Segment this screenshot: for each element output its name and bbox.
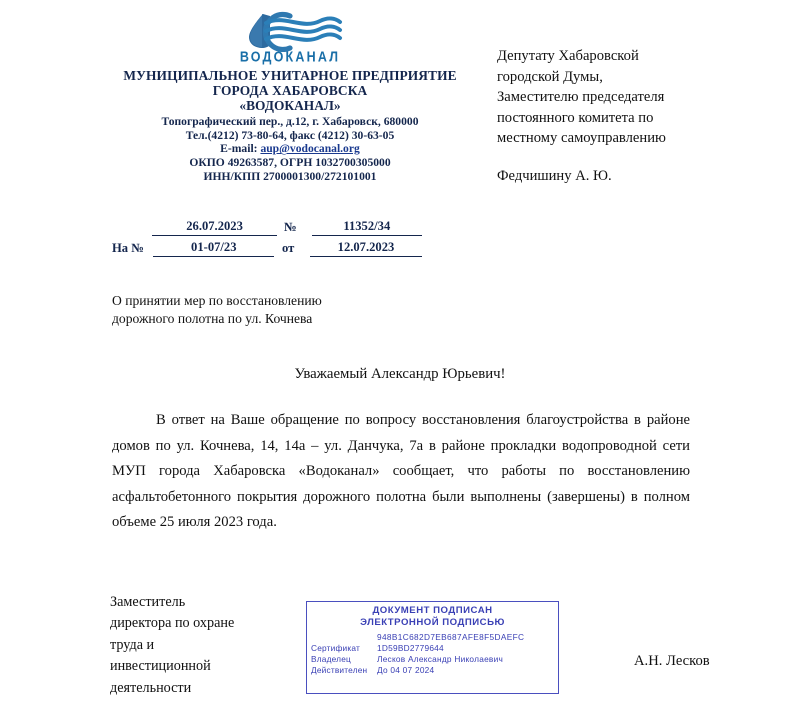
reference-row-incoming bbox=[112, 237, 422, 257]
validity-row bbox=[311, 665, 554, 676]
signer-title-line-3: труда и bbox=[110, 636, 155, 653]
email-link[interactable]: aup@vodocanal.org bbox=[260, 142, 360, 156]
company-logo bbox=[95, 10, 485, 64]
outgoing-number-value: 11352/34 bbox=[312, 219, 422, 236]
outgoing-date-label bbox=[112, 235, 152, 236]
signer-title-line-5: деятельности bbox=[110, 679, 192, 696]
number-label: № bbox=[284, 220, 297, 234]
signer-title bbox=[110, 592, 288, 699]
signer-title-line-1: Заместитель bbox=[110, 594, 186, 610]
addressee-name: Федчишину А. Ю. bbox=[497, 167, 612, 184]
addressee-line-5: местному самоуправлению bbox=[497, 130, 666, 146]
validity-label: Действителен bbox=[311, 665, 368, 676]
signer-title-line-4: инвестиционной bbox=[110, 658, 211, 675]
inn-kpp-line: ИНН/КПП 2700001300/272101001 bbox=[203, 169, 377, 183]
certificate-hash-line-2: 1D59BD2779644 bbox=[377, 643, 444, 654]
logo-wordmark: ВОДОКАНАЛ bbox=[239, 48, 341, 66]
outgoing-date-value: 26.07.2023 bbox=[152, 219, 276, 236]
stamp-header-line-1: ДОКУМЕНТ ПОДПИСАН bbox=[372, 605, 493, 616]
organization-name-line1: МУНИЦИПАЛЬНОЕ УНИТАРНОЕ ПРЕДПРИЯТИЕ bbox=[123, 68, 457, 83]
owner-label: Владелец bbox=[311, 654, 351, 665]
organization-name-line2: ГОРОДА ХАБАРОВСКА bbox=[212, 82, 368, 98]
signer-name: А.Н. Лесков bbox=[634, 653, 710, 669]
certificate-label: Сертификат bbox=[311, 643, 360, 654]
addressee-block bbox=[497, 46, 797, 186]
okpo-ogrn-line: ОКПО 49263587, ОГРН 1032700305000 bbox=[189, 155, 391, 169]
owner-row bbox=[311, 654, 554, 665]
stamp-header-line-2: ЭЛЕКТРОННОЙ ПОДПИСЬЮ bbox=[360, 617, 505, 629]
addressee-line-3: Заместителю председателя bbox=[497, 89, 665, 105]
validity-value: До 04 07 2024 bbox=[377, 665, 435, 676]
on-number-value: 01-07/23 bbox=[153, 240, 274, 257]
subject-line-2: дорожного полотна по ул. Кочнева bbox=[112, 311, 313, 326]
letterhead bbox=[95, 10, 485, 183]
water-drop-waves-logo-icon bbox=[236, 10, 344, 52]
organization-name bbox=[95, 69, 485, 98]
electronic-signature-stamp bbox=[306, 601, 559, 694]
salutation: Уважаемый Александр Юрьевич! bbox=[294, 366, 506, 382]
addressee-line-4: постоянного комитета по bbox=[497, 109, 654, 126]
phone-line: Тел.(4212) 73-80-64, факс (4212) 30-63-05 bbox=[185, 128, 395, 142]
subject-line-1: О принятии мер по восстановлению bbox=[112, 293, 322, 308]
address-line: Топографический пер., д.12, г. Хабаровск, 680000 bbox=[161, 115, 419, 129]
addressee-spacer bbox=[497, 149, 797, 166]
reference-row-outgoing bbox=[112, 216, 422, 236]
reference-table bbox=[112, 216, 422, 257]
email-line bbox=[95, 142, 485, 156]
owner-value: Лесков Александр Николаевич bbox=[377, 654, 504, 665]
from-label: от bbox=[281, 241, 295, 255]
contact-block bbox=[95, 115, 485, 183]
subject-line bbox=[112, 292, 414, 328]
incoming-date-value: 12.07.2023 bbox=[310, 240, 422, 257]
addressee-line-2: городской Думы, bbox=[497, 68, 603, 85]
certificate-hash-line-1: 948B1C682D7EB687AFE8F5DAEFC bbox=[377, 631, 525, 642]
on-number-label: На № bbox=[112, 241, 144, 255]
stamp-details bbox=[311, 632, 554, 677]
certificate-row bbox=[311, 643, 554, 654]
body-paragraph: В ответ на Ваше обращение по вопросу восстановления благоустройства в районе домов по ул. Кочнева, 14, 14а – ул. Данчука, 7а в районе прокладки водопроводной сети МУП города Хабаровска «Водоканал» сообщает, что работы по восстановлению асфальтобетонного покрытия дорожного полотна были выполнены (завершены) в полном объеме 25 июля 2023 года. bbox=[112, 412, 690, 530]
signer-title-line-2: директора по охране bbox=[110, 615, 235, 632]
organization-brand: «ВОДОКАНАЛ» bbox=[239, 98, 341, 114]
email-label: E-mail: bbox=[220, 142, 258, 156]
letter-body bbox=[112, 408, 690, 536]
addressee-line-1: Депутату Хабаровской bbox=[497, 48, 639, 64]
